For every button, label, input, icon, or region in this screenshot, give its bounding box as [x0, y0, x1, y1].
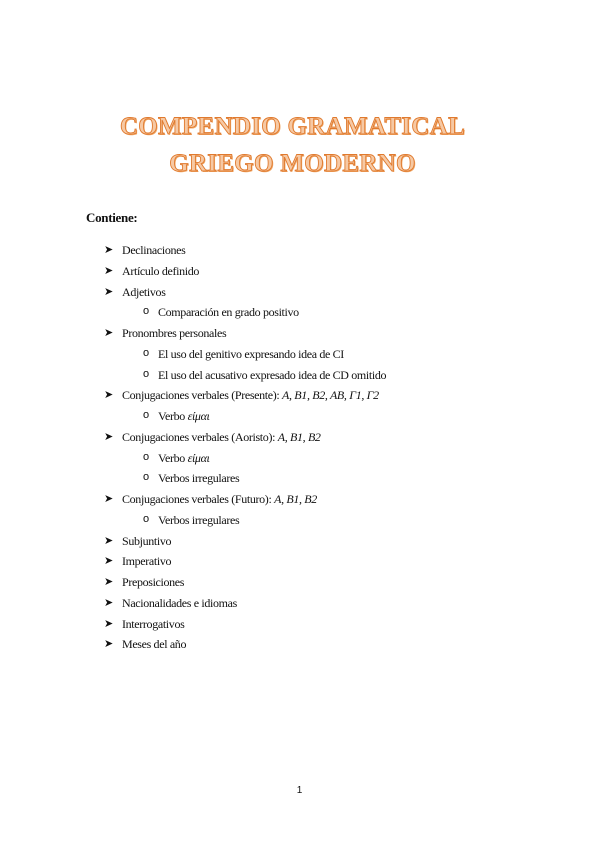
arrow-bullet-icon: ➤: [104, 596, 113, 609]
contents-heading: Contiene:: [86, 210, 138, 225]
list-item: [0, 635, 599, 656]
arrow-bullet-icon: ➤: [104, 534, 113, 547]
list-item-text: [158, 305, 299, 320]
list-item-label: Declinaciones: [122, 243, 186, 257]
circle-bullet-icon: o: [143, 409, 149, 421]
arrow-bullet-icon: ➤: [104, 638, 113, 651]
list-item-text: [122, 388, 379, 403]
list-item-label: Conjugaciones verbales (Futuro):: [122, 492, 275, 506]
list-item-italic: A, B1, B2: [274, 492, 317, 506]
list-item-text: [158, 513, 239, 528]
list-item-label: Meses del año: [122, 637, 187, 652]
title-line-2: GRIEGO MODERNO: [169, 150, 416, 177]
list-item-text: [122, 492, 317, 507]
list-item: [0, 532, 599, 553]
list-item-italic: είμαι: [187, 450, 210, 465]
list-item: [0, 262, 599, 283]
sub-list-item: [0, 366, 599, 387]
arrow-bullet-icon: ➤: [104, 555, 113, 568]
list-item-text: [122, 264, 199, 279]
title-line-1: COMPENDIO GRAMATICAL: [119, 113, 466, 140]
arrow-bullet-icon: ➤: [104, 493, 113, 505]
list-item-text: [158, 409, 210, 424]
list-item-label: Verbos irregulares: [158, 471, 240, 486]
circle-bullet-icon: o: [143, 471, 149, 484]
list-item: [0, 428, 599, 449]
list-item-label: Verbo: [158, 409, 188, 423]
page-number: 1: [296, 785, 303, 796]
list-item: [0, 490, 599, 511]
list-item: [0, 594, 599, 615]
arrow-bullet-icon: ➤: [104, 264, 113, 277]
list-item: [0, 573, 599, 594]
list-item-text: [122, 637, 186, 652]
list-item-text: [122, 617, 184, 632]
arrow-bullet-icon: ➤: [104, 430, 113, 443]
sub-list-item: [0, 449, 599, 470]
list-item-label: Subjuntivo: [122, 533, 172, 548]
list-item-text: [122, 554, 171, 569]
list-item-label: Artículo definido: [122, 263, 200, 278]
arrow-bullet-icon: ➤: [104, 576, 113, 588]
list-item-label: Comparación en grado positivo: [158, 305, 299, 320]
list-item: [0, 552, 599, 573]
list-item-label: Imperativo: [122, 554, 172, 569]
list-item: [0, 241, 599, 262]
list-item-label: Nacionalidades e idiomas: [122, 595, 237, 610]
list-item-label: Pronombres personales: [122, 326, 227, 340]
list-item-text: [122, 534, 171, 549]
list-item-italic: A, B1, B2, AB, Γ1, Γ2: [282, 388, 379, 403]
list-item-text: [122, 430, 321, 445]
list-item-label: Interrogativos: [122, 616, 185, 631]
sub-list-item: [0, 469, 599, 490]
circle-bullet-icon: o: [143, 367, 149, 380]
list-item-text: [158, 471, 239, 486]
list-item-label: Adjetivos: [122, 284, 166, 299]
list-item-italic: είμαι: [187, 409, 210, 423]
list-item-italic: A, B1, B2: [277, 429, 321, 444]
list-item-label: Verbos irregulares: [158, 512, 240, 527]
list-item-label: Conjugaciones verbales (Presente):: [122, 388, 283, 403]
list-item-label: El uso del genitivo expresando idea de CI: [158, 346, 344, 361]
list-item-label: Verbo: [158, 450, 188, 465]
sub-list-item: [0, 303, 599, 324]
circle-bullet-icon: o: [143, 305, 149, 318]
sub-list-item: [0, 407, 599, 428]
circle-bullet-icon: o: [143, 346, 149, 359]
list-item-text: [158, 368, 386, 383]
list-item: [0, 615, 599, 636]
list-item: [0, 386, 599, 407]
list-item-text: [122, 243, 185, 258]
arrow-bullet-icon: ➤: [104, 617, 113, 630]
list-item-label: Preposiciones: [122, 575, 185, 589]
list-item-label: Conjugaciones verbales (Aoristo):: [122, 429, 278, 444]
contents-list: [0, 241, 599, 656]
arrow-bullet-icon: ➤: [104, 389, 113, 402]
arrow-bullet-icon: ➤: [104, 285, 113, 298]
list-item-text: [122, 596, 237, 611]
arrow-bullet-icon: ➤: [104, 244, 113, 256]
sub-list-item: [0, 511, 599, 532]
list-item: [0, 324, 599, 345]
list-item-text: [122, 326, 226, 341]
list-item-label: El uso del acusativo expresado idea de CD omitido: [158, 367, 387, 382]
circle-bullet-icon: o: [143, 512, 149, 525]
sub-list-item: [0, 345, 599, 366]
list-item-text: [122, 575, 184, 590]
list-item-text: [122, 285, 166, 300]
arrow-bullet-icon: ➤: [104, 327, 113, 339]
list-item: [0, 283, 599, 304]
circle-bullet-icon: o: [143, 450, 149, 463]
list-item-text: [158, 451, 210, 466]
list-item-text: [158, 347, 344, 362]
